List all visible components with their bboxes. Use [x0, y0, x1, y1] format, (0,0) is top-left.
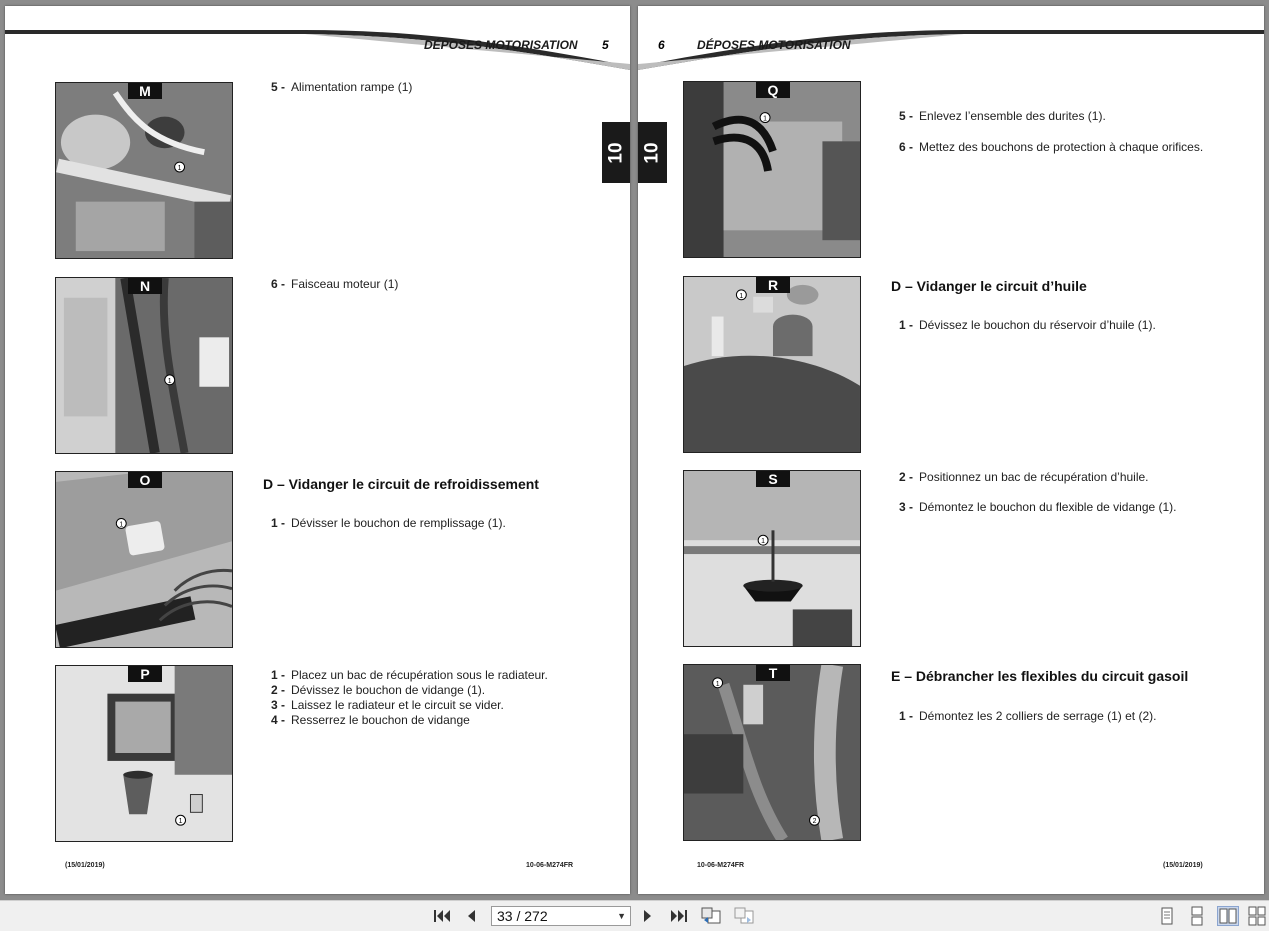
footer-date: (15/01/2019)	[1163, 862, 1203, 869]
page-number: 5	[602, 38, 609, 52]
callout-number: 1	[715, 680, 720, 688]
section-title: D – Vidanger le circuit de refroidissement	[263, 476, 539, 492]
photo-o	[55, 471, 233, 648]
header-title: DÉPOSES MOTORISATION	[424, 38, 578, 52]
two-page-view-icon[interactable]	[1217, 906, 1239, 926]
photo-label-o: O	[128, 472, 162, 488]
engine-photo-q	[684, 82, 860, 257]
photo-label-m: M	[128, 83, 162, 99]
oil-drain-photo-s	[684, 471, 860, 646]
photo-s	[683, 470, 861, 647]
step-item: 4 - Resserrez le bouchon de vidange	[271, 713, 470, 727]
step-item: 2 - Positionnez un bac de récupération d’huile.	[899, 470, 1149, 484]
step-item: 3 - Laissez le radiateur et le circuit se vider.	[271, 698, 504, 712]
step-item: 1 - Dévisser le bouchon de remplissage (1).	[271, 516, 506, 530]
step-item: 2 - Dévissez le bouchon de vidange (1).	[271, 683, 486, 697]
left-page	[5, 6, 630, 894]
callout-number: 1	[739, 292, 744, 300]
fuel-hose-photo-t	[684, 665, 860, 840]
callout-number: 1	[167, 377, 172, 385]
callout-number: 1	[178, 818, 183, 826]
footer-ref: 10-06-M274FR	[697, 862, 745, 869]
step-item: 5 - Enlevez l’ensemble des durites (1).	[899, 109, 1106, 123]
photo-n	[55, 277, 233, 454]
callout-number: 1	[761, 538, 766, 546]
first-page-icon[interactable]	[432, 906, 452, 926]
footer-date: (15/01/2019)	[65, 862, 105, 869]
photo-q	[683, 81, 861, 258]
section-title: D – Vidanger le circuit d’huile	[891, 278, 1087, 294]
photo-m	[55, 82, 233, 259]
step-item: 3 - Démontez le bouchon du flexible de vidange (1).	[899, 500, 1177, 514]
photo-label-s: S	[756, 471, 790, 487]
photo-label-q: Q	[756, 82, 790, 98]
photo-label-r: R	[756, 277, 790, 293]
step-item: 6 - Faisceau moteur (1)	[271, 277, 399, 291]
chapter-tab: 10	[638, 122, 667, 183]
callout-number: 2	[812, 818, 817, 826]
last-page-icon[interactable]	[669, 906, 689, 926]
photo-t	[683, 664, 861, 841]
go-back-icon[interactable]	[700, 906, 722, 926]
step-item: 1 - Placez un bac de récupération sous le radiateur.	[271, 668, 548, 682]
photo-label-t: T	[756, 665, 790, 681]
continuous-view-icon[interactable]	[1186, 906, 1208, 926]
step-item: 5 - Alimentation rampe (1)	[271, 80, 413, 94]
single-page-view-icon[interactable]	[1156, 906, 1178, 926]
two-page-continuous-view-icon[interactable]	[1246, 906, 1268, 926]
step-item: 6 - Mettez des bouchons de protection à chaque orifices.	[899, 140, 1204, 154]
viewer-toolbar	[0, 900, 1269, 931]
radiator-photo-o	[56, 472, 232, 647]
page-number-input[interactable]: 33 / 272 ▼	[491, 906, 631, 926]
section-title: E – Débrancher les flexibles du circuit gasoil	[891, 668, 1189, 684]
callout-number: 1	[177, 165, 182, 173]
photo-r	[683, 276, 861, 453]
header-title: DÉPOSES MOTORISATION	[697, 38, 851, 52]
engine-photo-n	[56, 278, 232, 453]
right-page	[638, 6, 1264, 894]
photo-label-n: N	[128, 278, 162, 294]
step-item: 1 - Démontez les 2 colliers de serrage (1) et (2).	[899, 709, 1157, 723]
next-page-icon[interactable]	[640, 906, 656, 926]
photo-label-p: P	[128, 666, 162, 682]
callout-number: 1	[119, 521, 124, 529]
step-item: 1 - Dévissez le bouchon du réservoir d’huile (1).	[899, 318, 1156, 332]
oil-tank-photo-r	[684, 277, 860, 452]
photo-p	[55, 665, 233, 842]
previous-page-icon[interactable]	[463, 906, 479, 926]
page-number: 6	[658, 38, 665, 52]
footer-ref: 10-06-M274FR	[526, 862, 574, 869]
go-forward-icon[interactable]	[733, 906, 755, 926]
callout-number: 1	[763, 115, 768, 123]
engine-photo-m	[56, 83, 232, 258]
chapter-tab: 10	[602, 122, 630, 183]
drain-photo-p	[56, 666, 232, 841]
chevron-down-icon[interactable]: ▼	[617, 911, 626, 921]
